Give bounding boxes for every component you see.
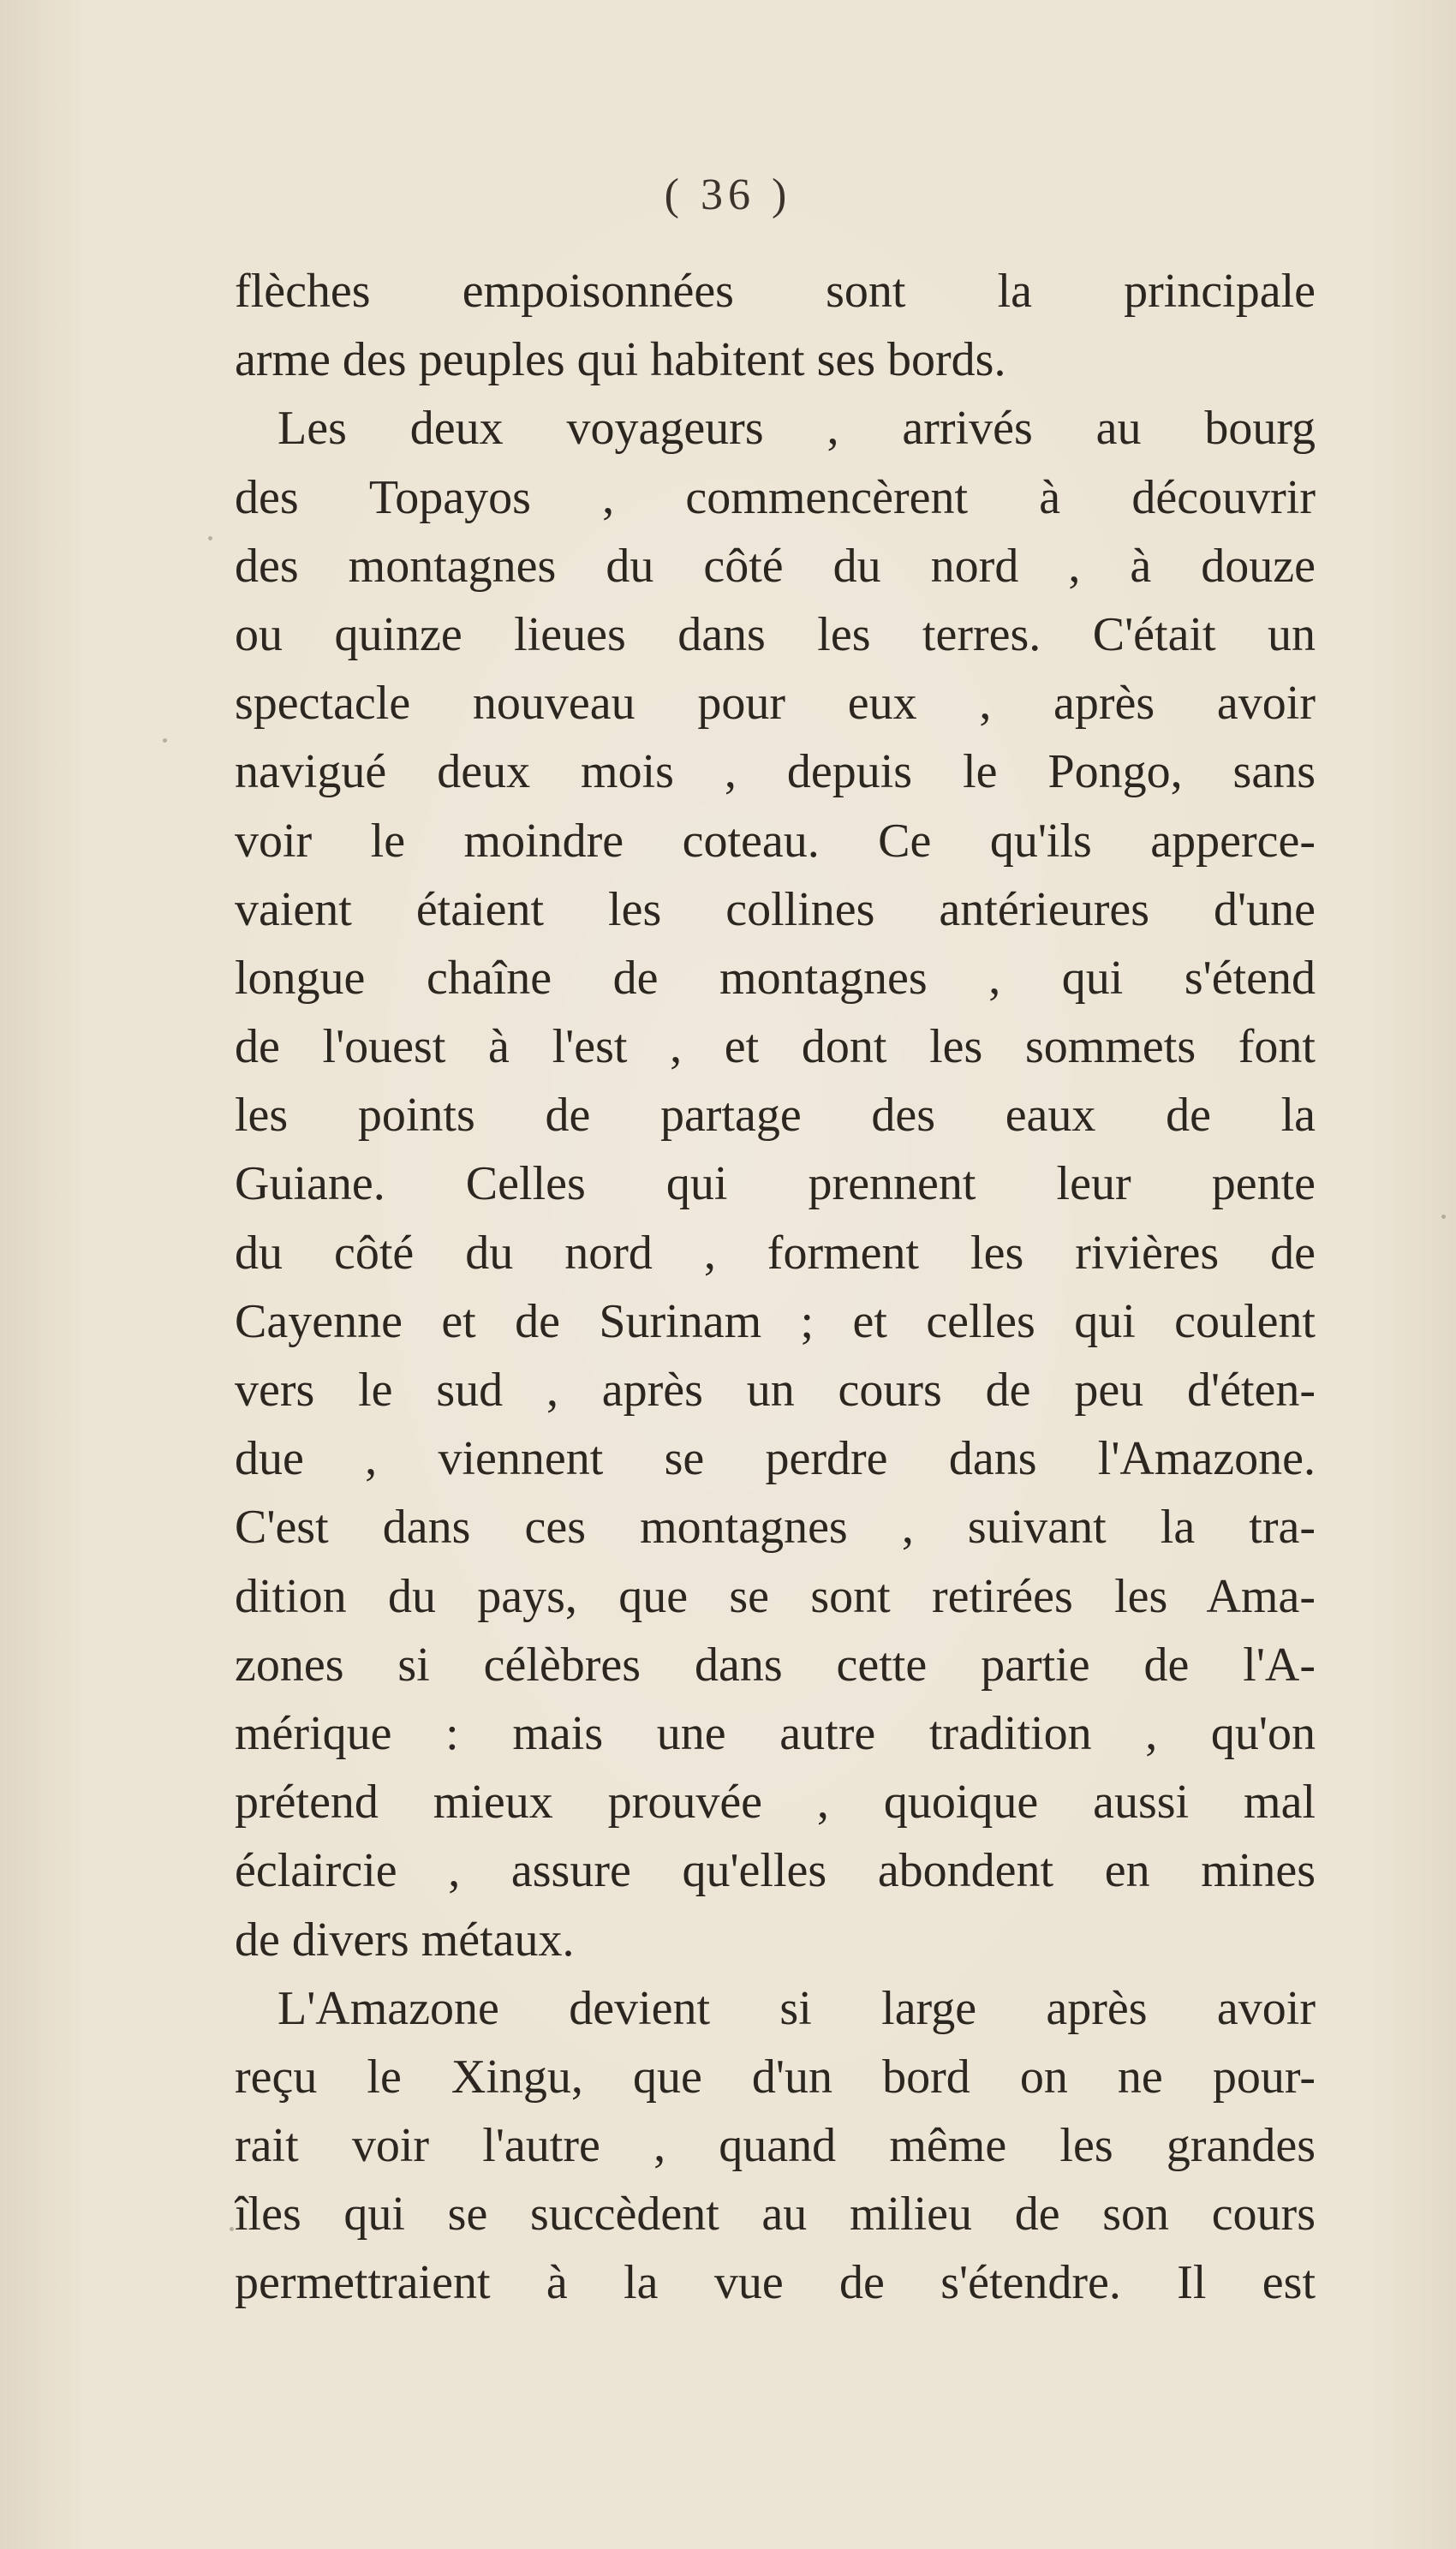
text-line: vaient étaient les collines antérieures d'une (235, 882, 1316, 936)
text-line: de divers métaux. (235, 1913, 575, 1967)
text-line: mérique : mais une autre tradition , qu'on (235, 1706, 1316, 1760)
text-line: les points de partage des eaux de la (235, 1089, 1316, 1143)
text-line: C'est dans ces montagnes , suivant la tra- (235, 1501, 1316, 1555)
text-line: spectacle nouveau pour eux , après avoir (235, 677, 1316, 731)
text-line: Cayenne et de Surinam ; et celles qui coulent (235, 1294, 1316, 1348)
text-line: rait voir l'autre , quand même les grandes (235, 2119, 1316, 2173)
text-line: dition du pays, que se sont retirées les Ama- (235, 1569, 1316, 1623)
text-line: L'Amazone devient si large après avoir (277, 1981, 1316, 2035)
text-line: flèches empoisonnées sont la principale (235, 265, 1316, 318)
text-line: longue chaîne de montagnes , qui s'étend (235, 951, 1316, 1005)
text-line: reçu le Xingu, que d'un bord on ne pour- (235, 2050, 1316, 2104)
text-line: permettraient à la vue de s'étendre. Il est (235, 2256, 1316, 2310)
text-line: Guiane. Celles qui prennent leur pente (235, 1157, 1316, 1211)
page-number: ( 36 ) (664, 170, 792, 219)
text-line: prétend mieux prouvée , quoique aussi mal (235, 1776, 1316, 1830)
text-line: du côté du nord , forment les rivières de (235, 1226, 1316, 1280)
text-line: zones si célèbres dans cette partie de l'A- (235, 1638, 1316, 1692)
text-line: due , viennent se perdre dans l'Amazone. (235, 1432, 1316, 1486)
paper-speck (163, 738, 167, 743)
paper-speck (230, 2227, 234, 2231)
text-line: Les deux voyageurs , arrivés au bourg (277, 402, 1316, 456)
text-line: éclaircie , assure qu'elles abondent en mines (235, 1844, 1316, 1898)
text-line: voir le moindre coteau. Ce qu'ils apperce- (235, 814, 1316, 868)
text-line: îles qui se succèdent au milieu de son cours (235, 2188, 1316, 2242)
text-line: vers le sud , après un cours de peu d'éten- (235, 1364, 1316, 1417)
text-line: des Topayos , commencèrent à découvrir (235, 470, 1316, 524)
paper-speck (1441, 1215, 1446, 1219)
text-line: navigué deux mois , depuis le Pongo, sans (235, 745, 1316, 799)
text-line: ou quinze lieues dans les terres. C'était un (235, 607, 1316, 661)
body-text (235, 257, 1316, 2318)
text-line: de l'ouest à l'est , et dont les sommets font (235, 1020, 1316, 1074)
paper-speck (208, 536, 212, 540)
text-line: des montagnes du côté du nord , à douze (235, 539, 1316, 593)
text-line: arme des peuples qui habitent ses bords. (235, 333, 1006, 387)
